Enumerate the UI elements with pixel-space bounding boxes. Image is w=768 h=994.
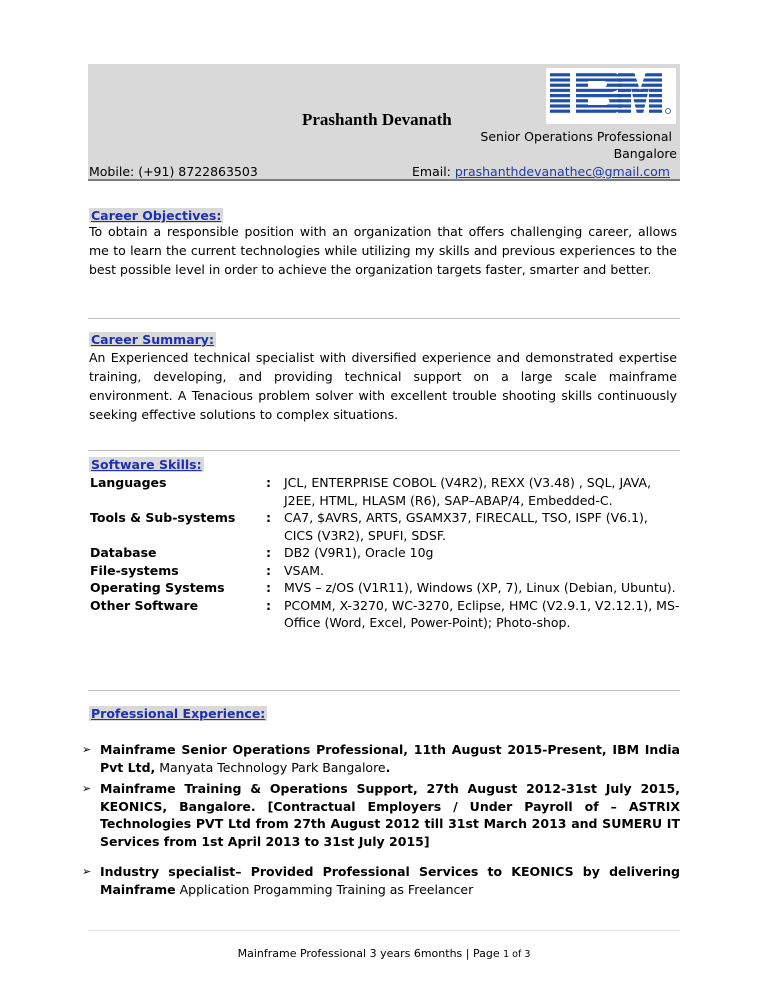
experience-bold-text: Mainframe Training & Operations Support, 27th August 2012-31st July 2015, KEONICS, Bangalore. [Contractual Employers / Under Payroll of – ASTRIX Technologies PVT Ltd from 27th August 2012 till 31st March 2013 and SUMERU IT Services from 1st April 2013 to 31st July 2015]: [100, 781, 680, 849]
skill-category: Operating Systems: [90, 580, 225, 595]
skill-category: Languages: [90, 475, 167, 490]
professional-experience-title: Professional Experience:: [91, 706, 266, 721]
skill-row: [90, 544, 680, 562]
page-total: 3: [524, 949, 531, 960]
skill-row: [90, 509, 680, 544]
skill-category: Tools & Sub-systems: [90, 510, 236, 525]
experience-text: Application Progamming Training as Freelancer: [175, 881, 474, 897]
arrow-bullet-icon: ➢: [82, 782, 92, 795]
software-skills-table: [90, 474, 680, 632]
skill-category: Database: [90, 545, 157, 560]
skill-colon: :: [266, 580, 271, 595]
section-divider: [88, 690, 680, 691]
skill-colon: :: [266, 510, 271, 525]
skill-row: [90, 474, 680, 509]
experience-tail: .: [385, 759, 391, 775]
job-location: Bangalore: [613, 146, 677, 161]
skill-value: CA7, $AVRS, ARTS, GSAMX37, FIRECALL, TSO, ISPF (V6.1), CICS (V3R2), SPUFI, SDSF.: [284, 510, 648, 543]
email-label: Email:: [412, 164, 455, 179]
skill-category: File-systems: [90, 562, 179, 578]
skill-value: DB2 (V9R1), Oracle 10g: [284, 545, 434, 560]
ibm-logo: [546, 68, 676, 124]
arrow-bullet-icon: ➢: [82, 865, 92, 878]
candidate-name: Prashanth Devanath: [302, 110, 452, 129]
skill-value: VSAM.: [284, 562, 325, 578]
email-line: [412, 164, 670, 179]
experience-item: [82, 863, 680, 898]
skill-colon: :: [266, 545, 271, 560]
mobile-number: Mobile: (+91) 8722863503: [89, 164, 258, 179]
footer-divider: [88, 930, 680, 931]
skill-value: JCL, ENTERPRISE COBOL (V4R2), REXX (V3.48) , SQL, JAVA, J2EE, HTML, HLASM (R6), SAP–ABAP/4, Embedded-C.: [284, 475, 651, 508]
experience-text: Manyata Technology Park Bangalore: [155, 759, 386, 775]
skill-row: [90, 562, 680, 580]
experience-bold-text: Industry specialist– Provided Professional Services to KEONICS by delivering Mainframe: [100, 864, 680, 897]
experience-item: [82, 780, 680, 850]
skill-colon: :: [266, 562, 271, 578]
section-divider: [88, 450, 680, 451]
footer-text: Mainframe Professional 3 years 6months | Page: [237, 947, 504, 960]
job-role: Senior Operations Professional: [480, 129, 672, 144]
email-link[interactable]: prashanthdevanathec@gmail.com: [454, 164, 670, 179]
arrow-bullet-icon: ➢: [82, 743, 92, 756]
career-summary-title: Career Summary:: [91, 332, 214, 347]
career-objectives-title: Career Objectives:: [91, 208, 222, 223]
page-footer: [0, 947, 768, 960]
skill-row: [90, 597, 680, 632]
software-skills-title: Software Skills:: [91, 457, 202, 472]
career-objectives-text: To obtain a responsible position with an organization that offers challenging career, allows me to learn the current technologies while utilizing my skills and previous experiences to the best possible level in order to achieve the organization targets faster, smarter and better.: [89, 224, 677, 277]
skill-category: Other Software: [90, 597, 199, 613]
page-of: of: [509, 949, 525, 960]
skill-value: PCOMM, X-3270, WC-3270, Eclipse, HMC (V2.9.1, V2.12.1), MS- Office (Word, Excel, Power-Point); Photo-shop.: [284, 597, 680, 630]
career-summary-text: An Experienced technical specialist with diversified experience and demonstrated expertise training, developing, and providing technical support on a large scale mainframe environment. A Tenacious problem solver with excellent trouble shooting skills continuously seeking effective solutions to complex situations.: [89, 350, 677, 422]
experience-bold-text: Mainframe Senior Operations Professional, 11th August 2015-Present, IBM India Pvt Ltd,: [100, 742, 680, 775]
experience-item: [82, 741, 680, 776]
ibm-logo-icon: [546, 68, 676, 124]
skill-colon: :: [266, 597, 271, 613]
section-divider: [88, 318, 680, 319]
page-number: 1: [503, 949, 510, 960]
skill-value: MVS – z/OS (V1R11), Windows (XP, 7), Linux (Debian, Ubuntu).: [284, 580, 676, 595]
skill-colon: :: [266, 475, 271, 490]
skill-row: [90, 579, 680, 597]
